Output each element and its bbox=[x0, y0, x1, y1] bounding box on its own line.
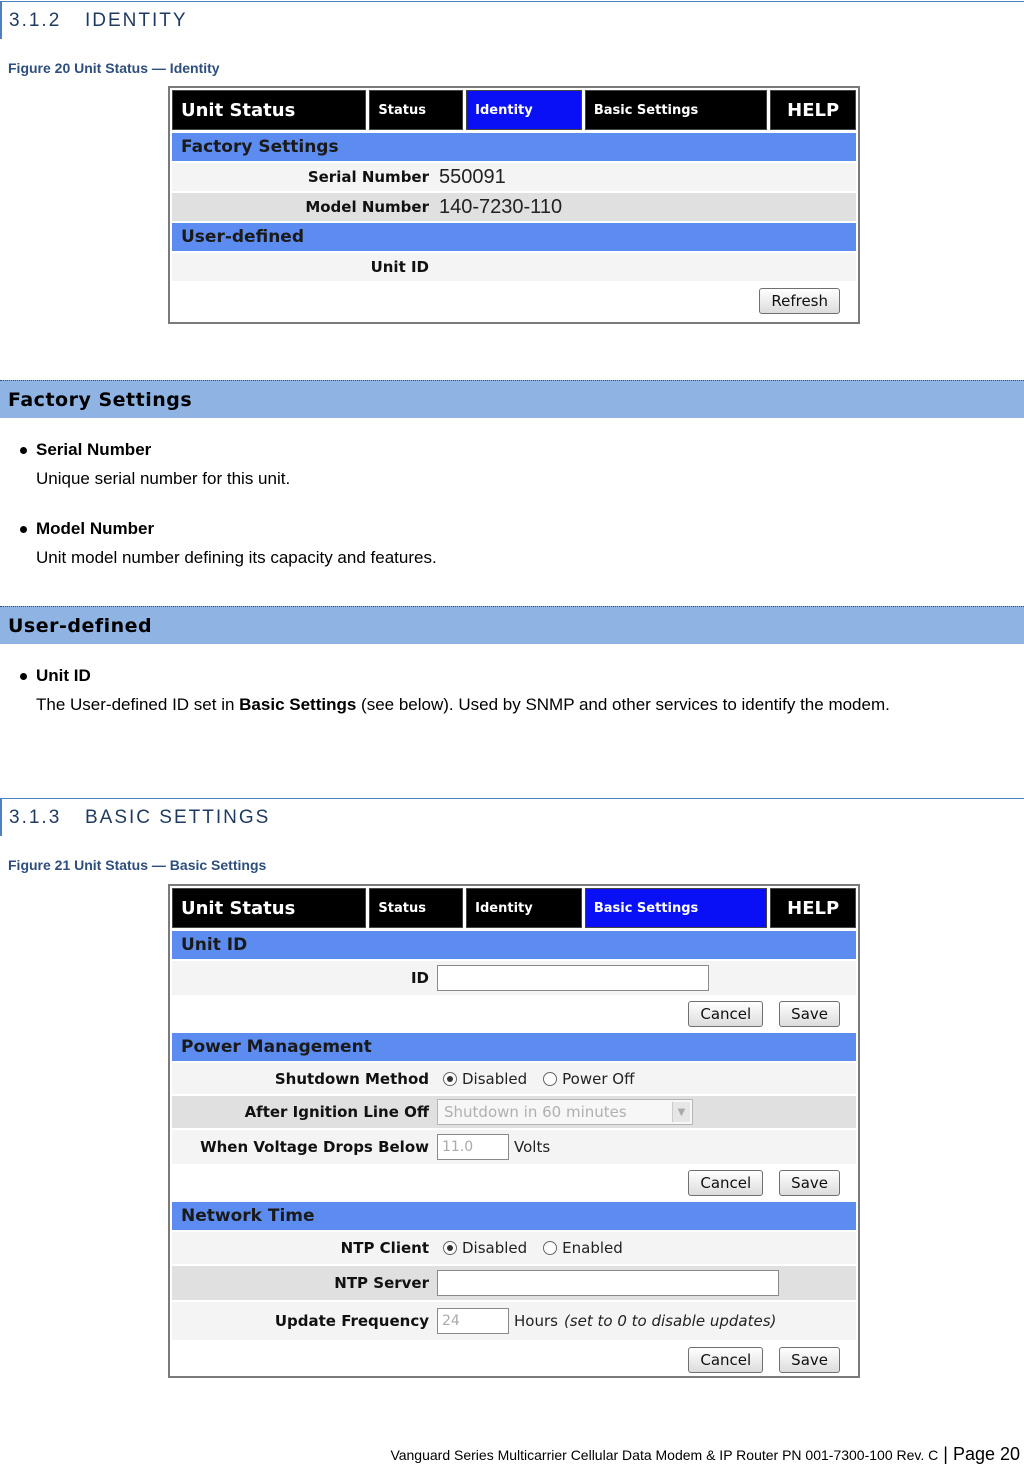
update-frequency-label: Update Frequency bbox=[274, 1312, 429, 1330]
ntp-disabled-radio[interactable] bbox=[443, 1239, 527, 1257]
ui-tab-bar bbox=[172, 90, 856, 130]
model-number-value: 140-7230-110 bbox=[439, 195, 563, 218]
page-footer bbox=[390, 1444, 1020, 1465]
radio-label: Disabled bbox=[462, 1069, 528, 1088]
ntp-server-label: NTP Server bbox=[334, 1274, 429, 1292]
factory-settings-band: Factory Settings bbox=[0, 380, 1024, 418]
id-input[interactable] bbox=[437, 965, 709, 991]
desc-bold-ref: Basic Settings bbox=[239, 695, 357, 714]
bullet-term: Model Number bbox=[36, 519, 155, 538]
chevron-down-icon: ▼ bbox=[672, 1102, 690, 1122]
section-title: IDENTITY bbox=[85, 9, 188, 31]
save-button[interactable]: Save bbox=[779, 1001, 840, 1027]
section-number: 3.1.2 bbox=[9, 9, 62, 31]
bullet-dot bbox=[20, 673, 27, 680]
page-number: Page 20 bbox=[952, 1444, 1020, 1464]
ui-user-defined-heading: User-defined bbox=[172, 223, 856, 251]
id-row bbox=[172, 961, 856, 995]
tab-status[interactable]: Status bbox=[369, 90, 463, 130]
refresh-row bbox=[172, 283, 856, 319]
model-number-row bbox=[172, 193, 856, 221]
power-buttons bbox=[172, 1166, 856, 1200]
ntp-enabled-radio[interactable] bbox=[543, 1239, 623, 1257]
section-heading-identity bbox=[0, 1, 1024, 39]
desc-text: The User-defined ID set in bbox=[36, 695, 240, 714]
serial-number-label: Serial Number bbox=[307, 168, 429, 186]
radio-selected-icon bbox=[443, 1072, 457, 1086]
bullet-dot bbox=[20, 526, 27, 533]
section-heading-basic-settings bbox=[0, 798, 1024, 836]
bullet-term: Serial Number bbox=[36, 440, 152, 459]
identity-screenshot bbox=[168, 86, 860, 324]
ignition-label: After Ignition Line Off bbox=[244, 1103, 429, 1121]
radio-unselected-icon bbox=[543, 1072, 557, 1086]
tab-status[interactable]: Status bbox=[369, 888, 463, 928]
tab-unit-status[interactable]: Unit Status bbox=[172, 90, 366, 130]
tab-help[interactable]: HELP bbox=[770, 888, 856, 928]
ui-factory-settings-heading: Factory Settings bbox=[172, 133, 856, 161]
ui-network-time-heading: Network Time bbox=[172, 1202, 856, 1230]
voltage-row bbox=[172, 1130, 856, 1164]
ntp-client-label: NTP Client bbox=[340, 1239, 429, 1257]
tab-identity[interactable]: Identity bbox=[466, 888, 582, 928]
ui-unit-id-heading: Unit ID bbox=[172, 931, 856, 959]
cancel-button[interactable]: Cancel bbox=[688, 1001, 763, 1027]
ui-tab-bar bbox=[172, 888, 856, 928]
tab-identity[interactable]: Identity bbox=[466, 90, 582, 130]
model-number-label: Model Number bbox=[305, 198, 429, 216]
radio-label: Enabled bbox=[562, 1239, 623, 1257]
radio-unselected-icon bbox=[543, 1241, 557, 1255]
save-button[interactable]: Save bbox=[779, 1347, 840, 1373]
bullet-description: Unit model number defining its capacity and features. bbox=[36, 548, 437, 567]
ignition-shutdown-select[interactable] bbox=[437, 1099, 693, 1125]
radio-label: Power Off bbox=[562, 1069, 635, 1088]
bullet-description bbox=[36, 695, 890, 715]
tab-basic-settings[interactable]: Basic Settings bbox=[585, 888, 767, 928]
figure-20-caption: Figure 20 Unit Status — Identity bbox=[8, 60, 220, 76]
id-label: ID bbox=[410, 969, 429, 987]
ntp-client-row bbox=[172, 1232, 856, 1264]
network-buttons bbox=[172, 1342, 856, 1378]
bullet-description: Unique serial number for this unit. bbox=[36, 469, 291, 488]
figure-21-caption: Figure 21 Unit Status — Basic Settings bbox=[8, 857, 267, 873]
unit-id-label: Unit ID bbox=[370, 258, 429, 276]
update-frequency-input[interactable]: 24 bbox=[437, 1308, 509, 1334]
footer-separator: | bbox=[938, 1444, 953, 1464]
user-defined-band: User-defined bbox=[0, 606, 1024, 644]
radio-selected-icon bbox=[443, 1241, 457, 1255]
voltage-unit: Volts bbox=[514, 1138, 551, 1156]
unit-id-row bbox=[172, 253, 856, 281]
select-value: Shutdown in 60 minutes bbox=[444, 1103, 627, 1121]
cancel-button[interactable]: Cancel bbox=[688, 1170, 763, 1196]
ignition-row bbox=[172, 1096, 856, 1128]
tab-basic-settings[interactable]: Basic Settings bbox=[585, 90, 767, 130]
update-frequency-hint: (set to 0 to disable updates) bbox=[563, 1312, 777, 1330]
section-title: BASIC SETTINGS bbox=[85, 806, 271, 828]
footer-text: Vanguard Series Multicarrier Cellular Data Modem & IP Router PN 001-7300-100 Rev. C bbox=[390, 1447, 939, 1463]
basic-settings-screenshot bbox=[168, 884, 860, 1378]
refresh-button[interactable]: Refresh bbox=[759, 288, 840, 314]
tab-unit-status[interactable]: Unit Status bbox=[172, 888, 366, 928]
cancel-button[interactable]: Cancel bbox=[688, 1347, 763, 1373]
tab-help[interactable]: HELP bbox=[770, 90, 856, 130]
radio-label: Disabled bbox=[462, 1239, 528, 1257]
ntp-server-row bbox=[172, 1266, 856, 1300]
serial-number-value: 550091 bbox=[439, 165, 506, 188]
desc-text: (see below). Used by SNMP and other services to identify the modem. bbox=[356, 695, 890, 714]
voltage-label: When Voltage Drops Below bbox=[200, 1138, 429, 1156]
update-frequency-unit: Hours bbox=[514, 1312, 558, 1330]
ntp-server-input[interactable] bbox=[437, 1270, 779, 1296]
bullet-dot bbox=[20, 447, 27, 454]
ui-power-management-heading: Power Management bbox=[172, 1033, 856, 1061]
unit-id-buttons bbox=[172, 997, 856, 1031]
section-number: 3.1.3 bbox=[9, 806, 62, 828]
serial-number-row bbox=[172, 163, 856, 191]
voltage-input[interactable]: 11.0 bbox=[437, 1134, 509, 1160]
shutdown-method-row bbox=[172, 1063, 856, 1094]
save-button[interactable]: Save bbox=[779, 1170, 840, 1196]
shutdown-power-off-radio[interactable] bbox=[543, 1070, 634, 1088]
shutdown-disabled-radio[interactable] bbox=[443, 1070, 527, 1088]
bullet-term: Unit ID bbox=[36, 666, 91, 685]
shutdown-method-label: Shutdown Method bbox=[274, 1069, 429, 1088]
update-frequency-row bbox=[172, 1302, 856, 1340]
